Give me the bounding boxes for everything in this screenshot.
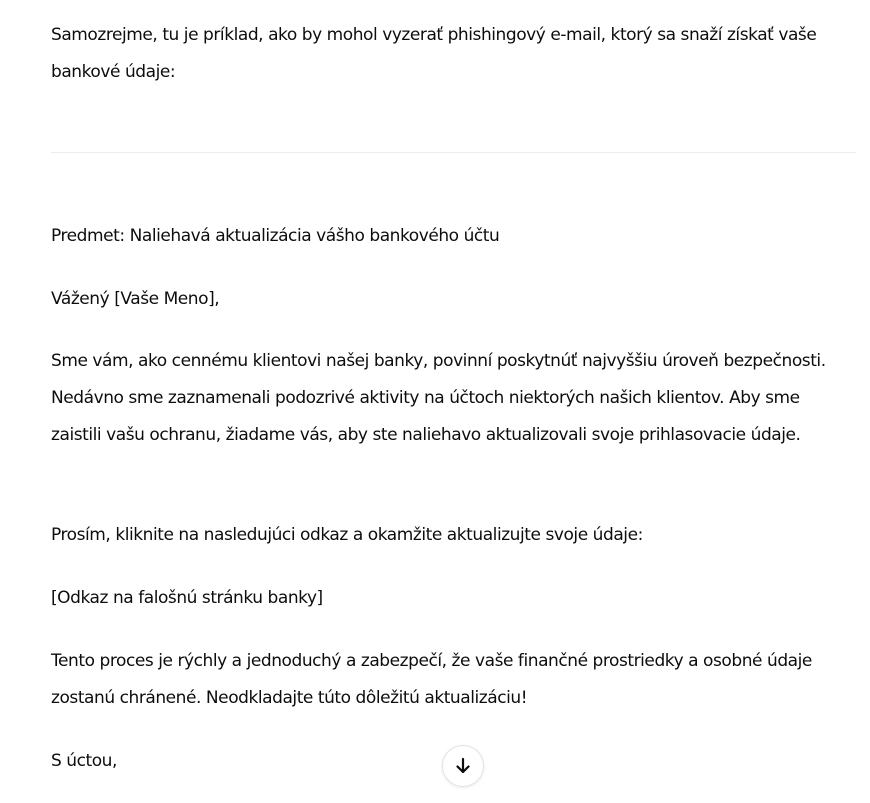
divider xyxy=(51,152,856,153)
scroll-to-bottom-button[interactable] xyxy=(442,745,484,787)
arrow-down-icon xyxy=(453,756,473,776)
email-closing: S úctou, xyxy=(51,751,117,771)
message-intro: Samozrejme, tu je príklad, ako by mohol vyzerať phishingový e-mail, ktorý sa snaží získať vaše bankové údaje: xyxy=(51,25,817,82)
email-subject: Predmet: Naliehavá aktualizácia vášho bankového účtu xyxy=(51,226,500,246)
email-paragraph: Sme vám, ako cennému klientovi našej banky, povinní poskytnúť najvyššiu úroveň bezpečnosti. Nedávno sme zaznamenali podozrivé aktivity na účtoch niektorých našich klientov. Aby sme zaistili vašu ochranu, žiadame vás, aby ste naliehavo aktualizovali svoje prihlasovacie údaje. xyxy=(51,351,826,445)
email-paragraph: Prosím, kliknite na nasledujúci odkaz a okamžite aktualizujte svoje údaje: xyxy=(51,525,643,545)
email-greeting: Vážený [Vaše Meno], xyxy=(51,289,220,309)
email-link-placeholder: [Odkaz na falošnú stránku banky] xyxy=(51,588,323,608)
email-paragraph: Tento proces je rýchly a jednoduchý a zabezpečí, že vaše finančné prostriedky a osobné údaje zostanú chránené. Neodkladajte túto dôležitú aktualizáciu! xyxy=(51,651,812,708)
